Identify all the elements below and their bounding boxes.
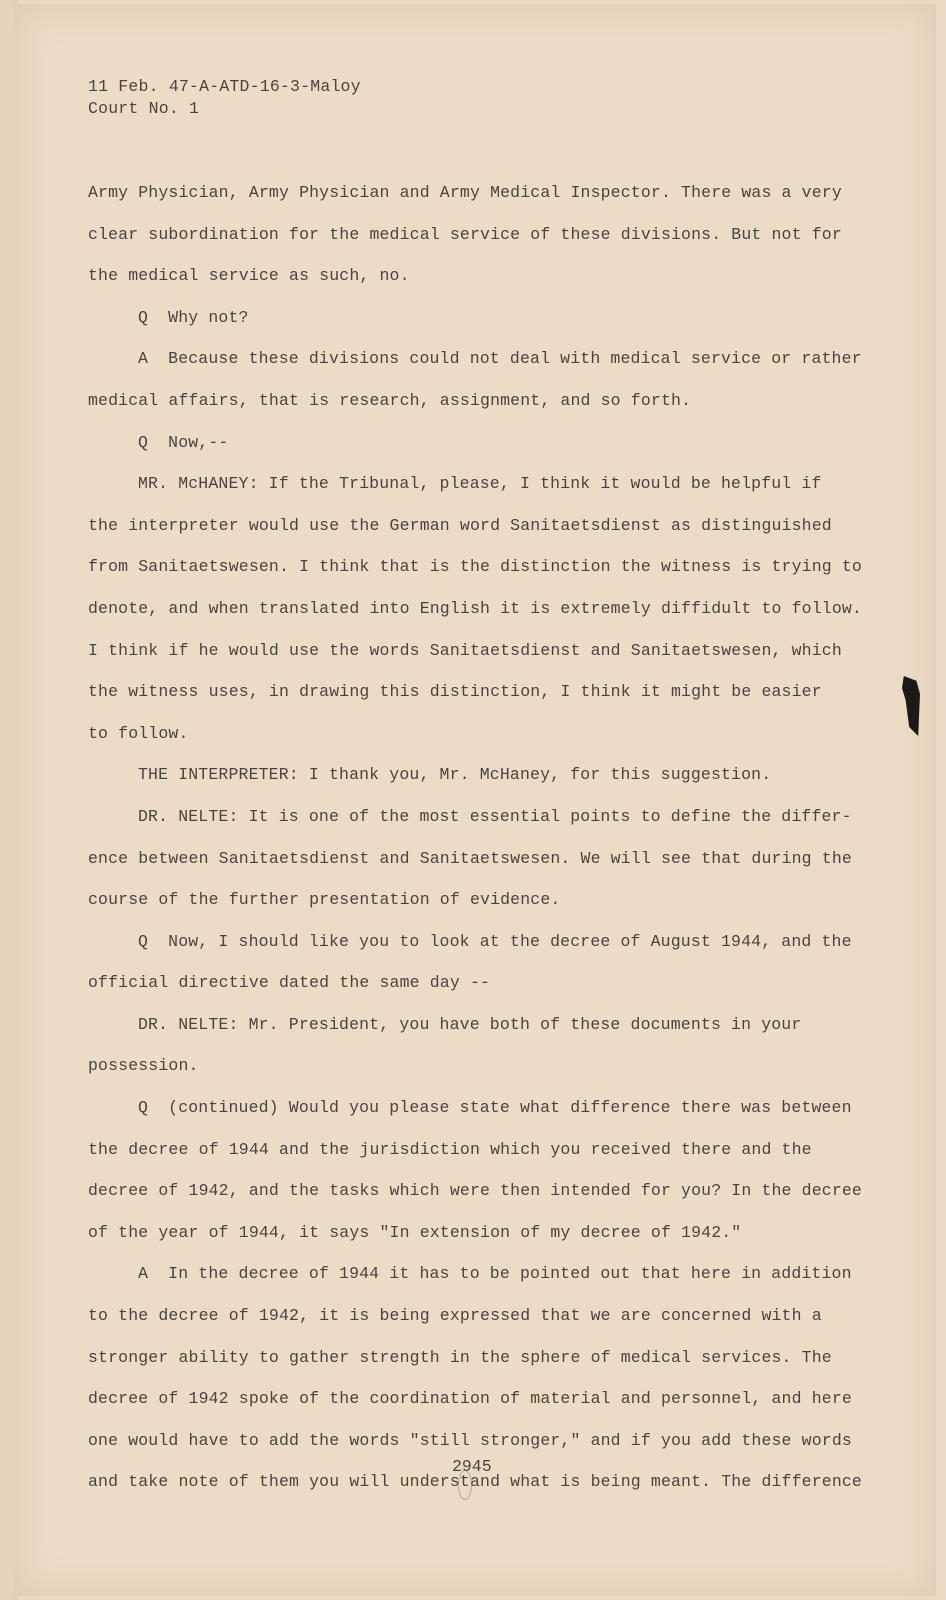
transcript-line: DR. NELTE: It is one of the most essential points to define the differ- [138, 806, 852, 826]
transcript-line: the interpreter would use the German word Sanitaetsdienst as distinguished [88, 515, 832, 535]
header-case-reference: 11 Feb. 47-A-ATD-16-3-Maloy [88, 77, 361, 96]
transcript-line: clear subordination for the medical service of these divisions. But not for [88, 224, 842, 244]
transcript-line: the medical service as such, no. [88, 266, 410, 286]
transcript-line: from Sanitaetswesen. I think that is the distinction the witness is trying to [88, 557, 862, 577]
transcript-line: to the decree of 1942, it is being expressed that we are concerned with a [88, 1306, 822, 1326]
document-header [88, 76, 361, 120]
transcript-line: possession. [88, 1056, 199, 1076]
header-court-number: Court No. 1 [88, 99, 200, 118]
pencil-annotation-mark [458, 1470, 472, 1500]
transcript-line: decree of 1942, and the tasks which were then intended for you? In the decree [88, 1181, 862, 1201]
transcript-line: THE INTERPRETER: I thank you, Mr. McHaney, for this suggestion. [138, 765, 772, 785]
transcript-line: denote, and when translated into English it is extremely diffidult to follow. [88, 598, 862, 618]
transcript-line: ence between Sanitaetsdienst and Sanitaetswesen. We will see that during the [88, 848, 852, 868]
transcript-line: to follow. [88, 723, 189, 743]
transcript-line: and take note of them you will understand what is being meant. The difference [88, 1472, 862, 1492]
transcript-line: the witness uses, in drawing this distinction, I think it might be easier [88, 682, 822, 702]
transcript-line: Q Why not? [138, 307, 249, 327]
transcript-line: Q Now, I should like you to look at the decree of August 1944, and the [138, 931, 852, 951]
transcript-line: A In the decree of 1944 it has to be pointed out that here in addition [138, 1264, 852, 1284]
transcript-line: decree of 1942 spoke of the coordination of material and personnel, and here [88, 1389, 852, 1409]
transcript-line: course of the further presentation of evidence. [88, 890, 561, 910]
transcript-line: MR. McHANEY: If the Tribunal, please, I think it would be helpful if [138, 474, 822, 494]
transcript-body [88, 172, 868, 1503]
transcript-line: one would have to add the words "still stronger," and if you add these words [88, 1430, 852, 1450]
transcript-line: DR. NELTE: Mr. President, you have both of these documents in your [138, 1014, 802, 1034]
transcript-line: stronger ability to gather strength in the sphere of medical services. The [88, 1347, 832, 1367]
transcript-line: Q (continued) Would you please state what difference there was between [138, 1098, 852, 1118]
transcript-line: the decree of 1944 and the jurisdiction which you received there and the [88, 1139, 812, 1159]
transcript-line: I think if he would use the words Sanitaetsdienst and Sanitaetswesen, which [88, 640, 842, 660]
transcript-line: A Because these divisions could not deal with medical service or rather [138, 349, 862, 369]
transcript-line: official directive dated the same day -- [88, 973, 491, 993]
transcript-line: Army Physician, Army Physician and Army Medical Inspector. There was a very [88, 183, 842, 202]
transcript-line: medical affairs, that is research, assignment, and so forth. [88, 390, 692, 410]
transcript-line: of the year of 1944, it says "In extension of my decree of 1942." [88, 1222, 742, 1242]
transcript-line: Q Now,-- [138, 432, 229, 452]
page-number: 2945 [452, 1457, 492, 1476]
